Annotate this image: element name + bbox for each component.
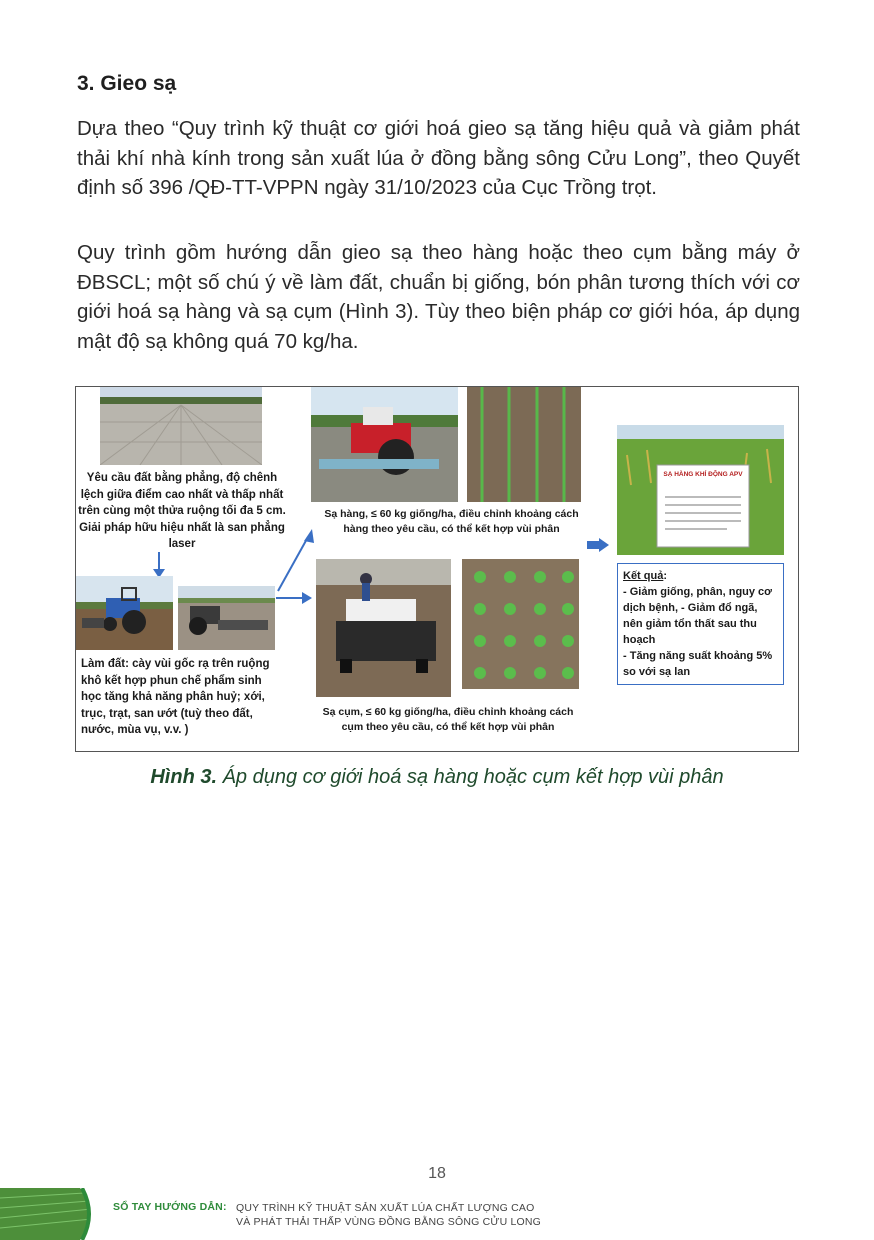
result-box: Kết quả: - Giảm giống, phân, nguy cơ dịch bệnh, - Giảm đổ ngã, nên giảm tổn thất sau thu hoạch - Tăng năng suất khoảng 5% so với sạ lan bbox=[617, 563, 784, 685]
paragraph-2: Quy trình gồm hướng dẫn gieo sạ theo hàng hoặc theo cụm bằng máy ở ĐBSCL; một số chú ý về làm đất, chuẩn bị giống, bón phân tương thích với cơ giới hoá sạ hàng và sạ cụm (Hình 3). Tùy theo biện pháp cơ giới hóa, áp dụng mật độ sạ không quá 70 kg/ha. bbox=[77, 241, 800, 353]
arrow-right-icon-2 bbox=[587, 538, 609, 552]
cluster-seedlings-photo bbox=[462, 559, 579, 689]
footer-title bbox=[236, 1201, 541, 1229]
figure-caption bbox=[0, 766, 874, 789]
page-number: 18 bbox=[428, 1165, 446, 1182]
figure-caption-label: Hình 3. bbox=[150, 766, 218, 788]
arrow-right-icon bbox=[276, 591, 312, 605]
cluster-seeding-caption: Sạ cụm, ≤ 60 kg giống/ha, điều chỉnh khoảng cách cụm theo yêu cầu, có thể kết hợp vùi phân bbox=[322, 706, 574, 733]
mature-rice-photo bbox=[617, 425, 784, 555]
paragraph-1: Dựa theo “Quy trình kỹ thuật cơ giới hoá gieo sạ tăng hiệu quả và giảm phát thải khí nhà kính trong sản xuất lúa ở đồng bằng sông Cửu Long”, theo Quyết định số 396 /QĐ-TT-VPPN ngày 31/10/2023 của Cục Trồng trọt. bbox=[77, 117, 800, 199]
leveled-field-photo bbox=[100, 387, 262, 465]
result-title: Kết quả bbox=[623, 570, 664, 582]
cluster-seeder-photo bbox=[316, 559, 451, 697]
tractor-photo bbox=[76, 576, 173, 650]
section-heading: 3. Gieo sạ bbox=[77, 72, 177, 95]
footer-title-line-1: QUY TRÌNH KỸ THUẬT SẢN XUẤT LÚA CHẤT LƯỢNG CAO bbox=[236, 1202, 535, 1214]
down-arrow-icon bbox=[153, 552, 165, 578]
arrow-up-right-icon bbox=[276, 529, 316, 593]
apv-sign-title: SẠ HÀNG KHÍ ĐỘNG APV bbox=[663, 471, 743, 478]
row-seeder-photo bbox=[311, 387, 458, 502]
footer-title-line-2: VÀ PHÁT THẢI THẤP VÙNG ĐỒNG BẰNG SÔNG CỬU LONG bbox=[236, 1216, 542, 1228]
figure-3 bbox=[75, 386, 799, 752]
footer bbox=[0, 1188, 874, 1240]
wet-tillage-photo bbox=[178, 586, 275, 650]
row-seedlings-photo bbox=[467, 387, 581, 502]
footer-label: SỔ TAY HƯỚNG DẪN: bbox=[113, 1201, 227, 1213]
result-line-2: - Tăng năng suất khoảng 5% so với sạ lan bbox=[623, 650, 773, 678]
soil-requirement-caption: Yêu cầu đất bằng phẳng, độ chênh lệch giữa điểm cao nhất và thấp nhất trên cùng một thửa ruộng tối đa 5 cm. Giải pháp hữu hiệu nhất là san phẳng laser bbox=[78, 472, 286, 550]
footer-field-image bbox=[0, 1188, 102, 1240]
figure-caption-text: Áp dụng cơ giới hoá sạ hàng hoặc cụm kết hợp vùi phân bbox=[222, 766, 724, 788]
result-line-1: - Giảm giống, phân, nguy cơ dịch bệnh, - Giảm đổ ngã, nên giảm tổn thất sau thu hoạch bbox=[623, 586, 772, 646]
land-prep-caption: Làm đất: cày vùi gốc rạ trên ruộng khô kết hợp phun chế phẩm sinh học tăng khả năng phân huỷ; xới, trục, trạt, san ướt (tuỳ theo đất, nước, mùa vụ, v.v. ) bbox=[81, 658, 270, 736]
row-seeding-caption: Sạ hàng, ≤ 60 kg giống/ha, điều chỉnh khoảng cách hàng theo yêu cầu, có thể kết hợp vùi phân bbox=[324, 508, 579, 535]
